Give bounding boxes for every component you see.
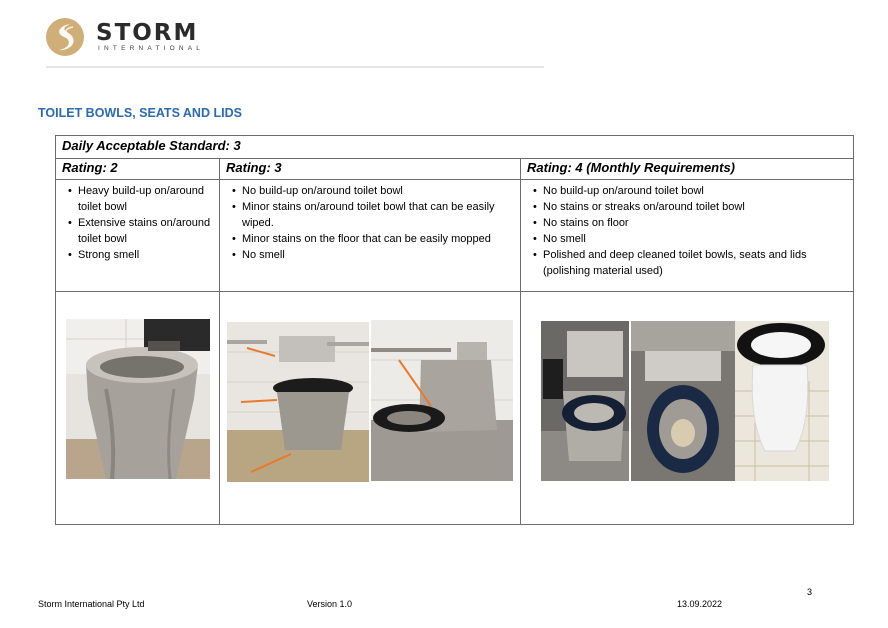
rating-4-toilet-photo-middle <box>631 321 735 481</box>
criteria-item: • Minor stains on the floor that can be easily mopped <box>232 231 514 247</box>
rating-4-header: Rating: 4 (Monthly Requirements) <box>521 159 854 180</box>
criteria-item: • No build-up on/around toilet bowl <box>232 183 514 199</box>
rating-3-criteria <box>220 180 521 292</box>
rating-3-header: Rating: 3 <box>220 159 521 180</box>
logo-wordmark: STORM <box>96 20 199 46</box>
criteria-item: • No stains or streaks on/around toilet bowl <box>533 199 847 215</box>
page-number: 3 <box>807 587 813 597</box>
company-logo <box>46 18 205 56</box>
rating-4-toilet-photo-left <box>541 321 629 481</box>
rating-3-photos <box>220 292 521 525</box>
criteria-item: • No smell <box>533 231 847 247</box>
rating-3-toilet-photo-right <box>371 320 513 481</box>
rating-2-toilet-photo <box>66 319 210 479</box>
section-title: TOILET BOWLS, SEATS AND LIDS <box>38 106 242 120</box>
daily-standard-header: Daily Acceptable Standard: 3 <box>56 136 854 159</box>
rating-4-criteria <box>521 180 854 292</box>
rating-4-toilet-photo-right <box>735 321 829 481</box>
criteria-item: • Minor stains on/around toilet bowl that can be easily wiped. <box>232 199 514 231</box>
header-divider <box>46 66 544 68</box>
storm-logo-icon <box>46 18 84 56</box>
rating-2-photos <box>56 292 220 525</box>
criteria-item: • Extensive stains on/around toilet bowl <box>68 215 213 247</box>
criteria-item: • No stains on floor <box>533 215 847 231</box>
logo-subtitle: INTERNATIONAL <box>98 45 205 52</box>
rating-3-toilet-photo-left <box>227 322 369 482</box>
rating-2-header: Rating: 2 <box>56 159 220 180</box>
footer-version: Version 1.0 <box>307 599 353 609</box>
footer-company: Storm International Pty Ltd <box>38 599 145 609</box>
standards-table <box>55 135 854 525</box>
criteria-item: • No build-up on/around toilet bowl <box>533 183 847 199</box>
rating-4-photos <box>521 292 854 525</box>
rating-2-criteria <box>56 180 220 292</box>
footer-date: 13.09.2022 <box>677 599 723 609</box>
criteria-item: • Strong smell <box>68 247 213 263</box>
criteria-item: • No smell <box>232 247 514 263</box>
criteria-item: • Heavy build-up on/around toilet bowl <box>68 183 213 215</box>
criteria-item: • Polished and deep cleaned toilet bowls, seats and lids (polishing material used) <box>533 247 847 279</box>
